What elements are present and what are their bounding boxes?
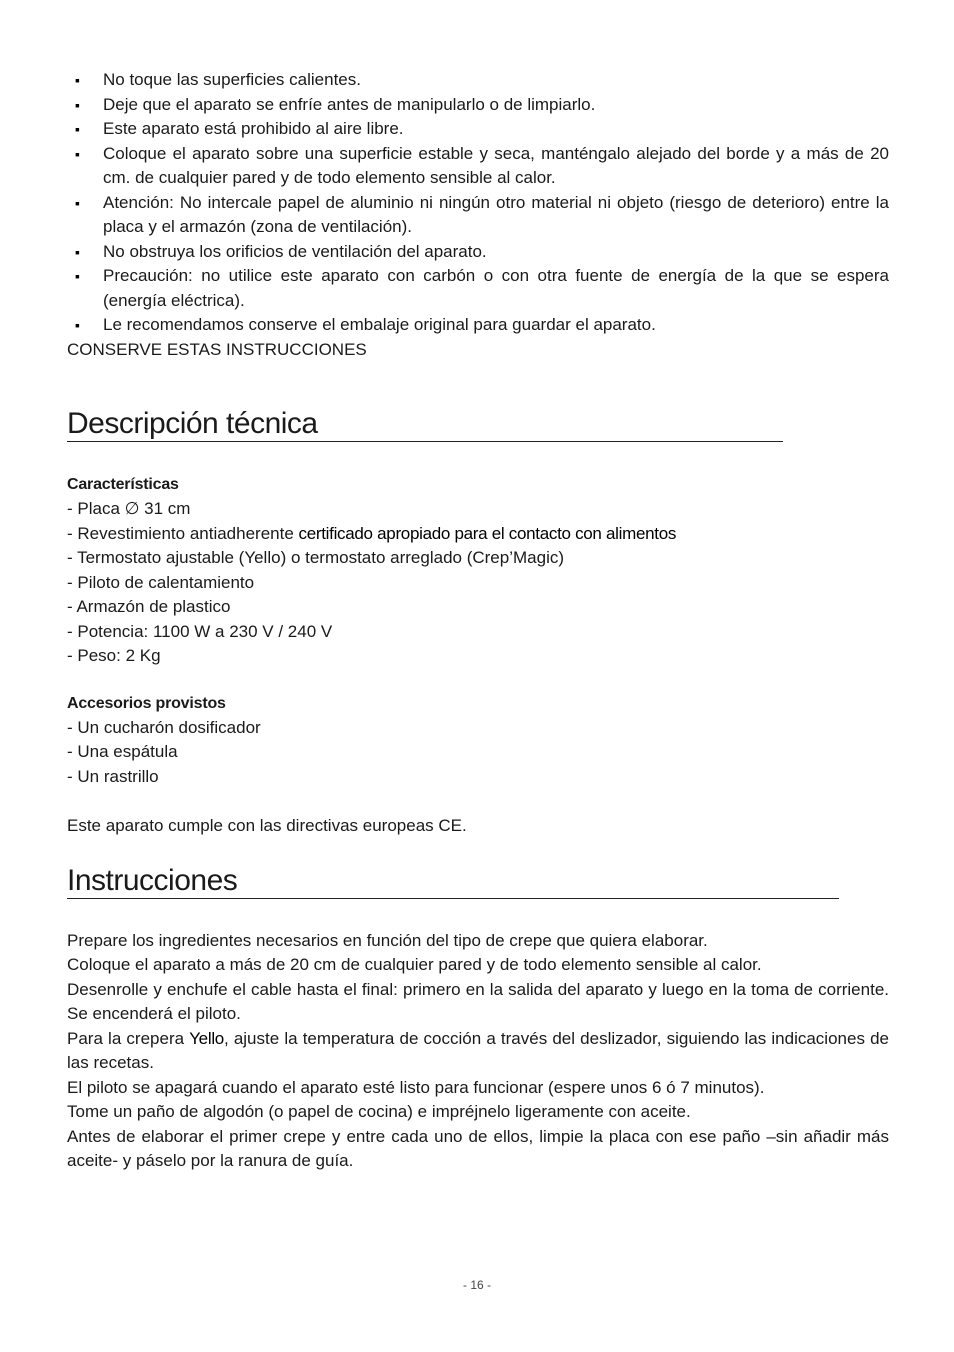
page-content	[67, 68, 889, 1174]
instruction-paragraph: Desenrolle y enchufe el cable hasta el final: primero en la salida del aparato y luego en la toma de corriente. Se encenderá el piloto.	[67, 979, 889, 1023]
instruction-text: , ajuste la temperatura de cocción a través del deslizador, siguiendo las indicaciones de las recetas.	[67, 1028, 889, 1072]
feature-item: - Armazón de plastico	[67, 597, 231, 616]
list-item: ▪ Le recomendamos conserve el embalaje original para guardar el aparato.	[67, 313, 889, 338]
section-title-instructions: Instrucciones	[67, 864, 839, 899]
instruction-paragraph-yello	[67, 1027, 889, 1076]
list-item: ▪ No toque las superficies calientes.	[67, 68, 889, 93]
feature-item: - Peso: 2 Kg	[67, 646, 161, 665]
section-title-description: Descripción técnica	[67, 407, 783, 442]
safety-list	[67, 68, 889, 338]
instruction-text: Para la crepera	[67, 1028, 190, 1048]
features-heading: Características	[67, 476, 179, 493]
instruction-paragraph: Antes de elaborar el primer crepe y entre cada uno de ellos, limpie la placa con ese paño –sin añadir más aceite- y páselo por la ranura de guía.	[67, 1126, 889, 1170]
feature-item: - Placa ∅ 31 cm	[67, 499, 191, 518]
instruction-paragraph: Prepare los ingredientes necesarios en función del tipo de crepe que quiera elaborar.	[67, 930, 708, 950]
instruction-paragraph: Tome un paño de algodón (o papel de cocina) e impréjnelo ligeramente con aceite.	[67, 1102, 691, 1121]
accessories-heading: Accesorios provistos	[67, 694, 226, 712]
list-item: ▪ Coloque el aparato sobre una superficie estable y seca, manténgalo alejado del borde y a más de 20 cm. de cualquier pared y de todo elemento sensible al calor.	[67, 142, 889, 191]
accessory-item: - Un cucharón dosificador	[67, 717, 261, 737]
feature-text: - Revestimiento antiadherente	[67, 523, 299, 543]
accessory-item: - Un rastrillo	[67, 766, 159, 786]
feature-item: - Piloto de calentamiento	[67, 572, 255, 592]
conserve-note: CONSERVE ESTAS INSTRUCCIONES	[67, 339, 367, 359]
instructions-body	[67, 929, 889, 1174]
accessory-item: - Una espátula	[67, 742, 178, 761]
list-item: ▪ Este aparato está prohibido al aire libre.	[67, 117, 889, 142]
list-item: ▪ Atención: No intercale papel de aluminio ni ningún otro material ni objeto (riesgo de deterioro) entre la placa y el armazón (zona de ventilación).	[67, 191, 889, 240]
list-item: ▪ Deje que el aparato se enfríe antes de manipularlo o de limpiarlo.	[67, 93, 889, 118]
feature-item: - Termostato ajustable (Yello) o termostato arreglado (Crep’Magic)	[67, 548, 565, 567]
list-item: ▪ No obstruya los orificios de ventilación del aparato.	[67, 240, 889, 265]
instruction-paragraph: El piloto se apagará cuando el aparato esté listo para funcionar (espere unos 6 ó 7 minutos).	[67, 1077, 765, 1097]
feature-item: - Potencia: 1100 W a 230 V / 240 V	[67, 621, 333, 641]
feature-emphasis: certificado apropiado para el contacto con alimentos	[298, 523, 677, 543]
instruction-paragraph: Coloque el aparato a más de 20 cm de cualquier pared y de todo elemento sensible al calor.	[67, 955, 762, 974]
instruction-emphasis: Yello	[189, 1028, 224, 1048]
ce-note: Este aparato cumple con las directivas europeas CE.	[67, 816, 467, 835]
page-number: - 16 -	[462, 1278, 491, 1292]
feature-item-coating	[67, 522, 889, 547]
list-item: ▪ Precaución: no utilice este aparato con carbón o con otra fuente de energía de la que se espera (energía eléctrica).	[67, 264, 889, 313]
